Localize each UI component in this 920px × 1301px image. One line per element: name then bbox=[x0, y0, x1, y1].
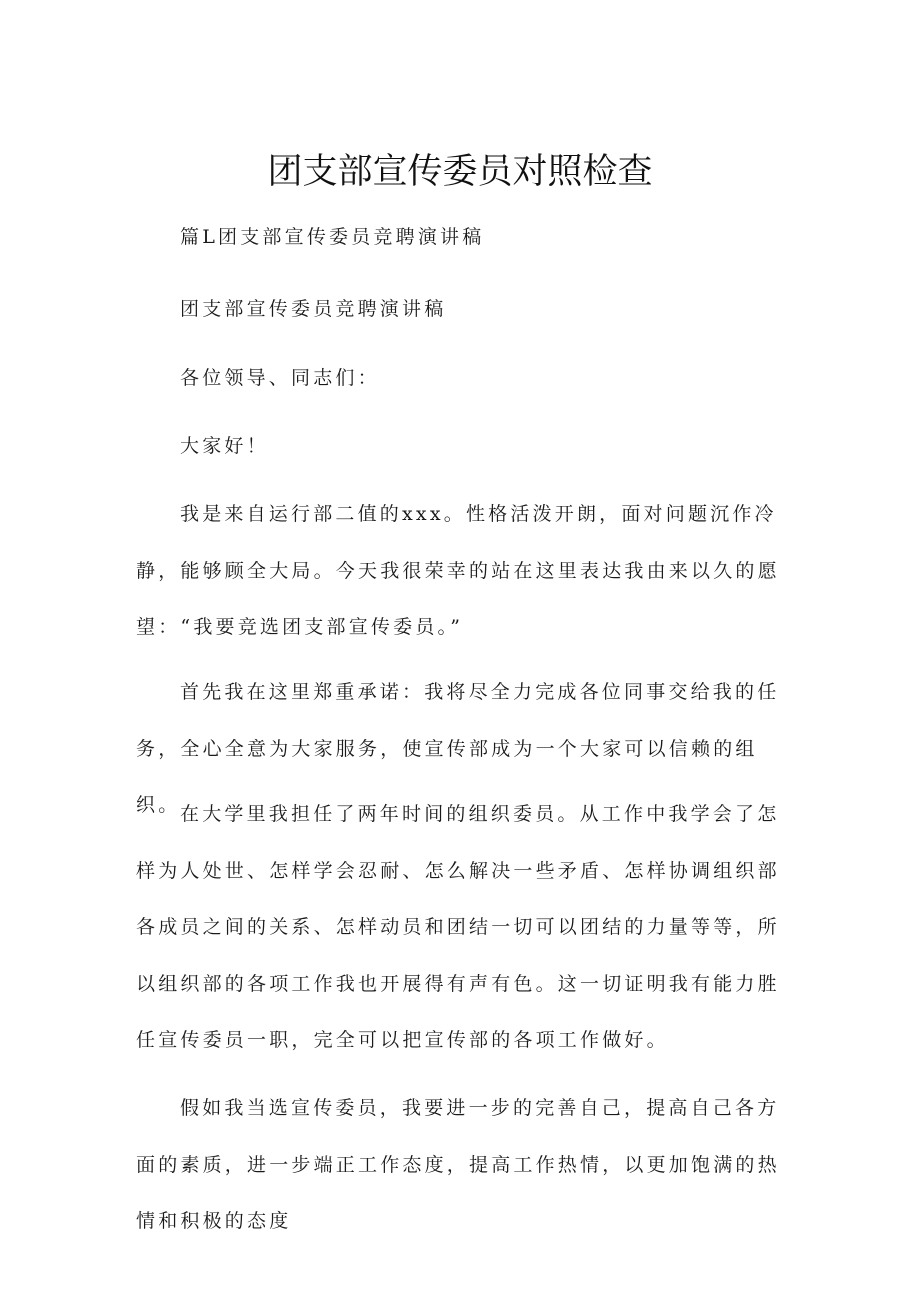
paragraph-salutation: 各位领导、同志们： bbox=[180, 367, 380, 389]
paragraph-plan: 假如我当选宣传委员，我要进一步的完善自己，提高自己各方面的素质，进一步端正工作态度，提高工作热情，以更加饱满的热情和积极的态度 bbox=[136, 1097, 780, 1232]
paragraph-self-intro: 我是来自运行部二值的xxx。性格活泼开朗，面对问题沉作冷静，能够顾全大局。今天我很荣幸的站在这里表达我由来以久的愿望：“我要竞选团支部宣传委员。” bbox=[136, 503, 780, 638]
paragraph-greeting: 大家好！ bbox=[180, 435, 269, 457]
document-title: 团支部宣传委员对照检查 bbox=[267, 152, 653, 192]
paragraph-speech-title: 团支部宣传委员竞聘演讲稿 bbox=[180, 298, 447, 320]
paragraph-promise: 首先我在这里郑重承诺：我将尽全力完成各位同事交给我的任务，全心全意为大家服务，使宣传部成为一个大家可以信赖的组织。 bbox=[136, 681, 780, 816]
paragraph-heading-chapter: 篇L团支部宣传委员竞聘演讲稿 bbox=[180, 226, 485, 248]
paragraph-experience: 在大学里我担任了两年时间的组织委员。从工作中我学会了怎样为人处世、怎样学会忍耐、怎么解决一些矛盾、怎样协调组织部各成员之间的关系、怎样动员和团结一切可以团结的力量等等，所以组织部的各项工作我也开展得有声有色。这一切证明我有能力胜任宣传委员一职，完全可以把宣传部的各项工作做好。 bbox=[136, 803, 780, 1051]
